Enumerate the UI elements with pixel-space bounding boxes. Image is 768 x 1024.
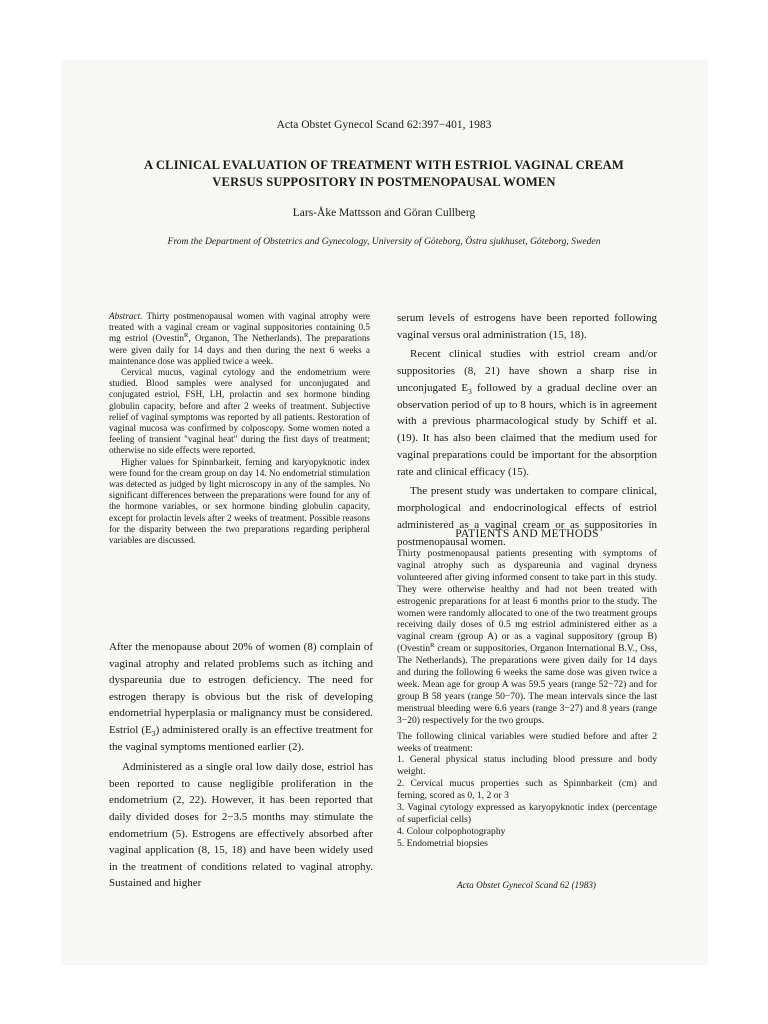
abstract-paragraph: Abstract. Thirty postmenopausal women with vaginal atrophy were treated with a vaginal cream or vaginal suppositories containing 0.5 mg estriol (Ovestin$^R$, Organon, The Netherlands). The preparations were given daily for 14 days and then during the next 6 weeks a maintenance dose was applied twice a week. [109,311,370,366]
abstract [109,311,370,546]
article-title [0,157,768,191]
page-footer: Acta Obstet Gynecol Scand 62 (1983) [456,880,596,890]
introduction-left-column [109,639,373,896]
abstract-paragraph: Higher values for Spinnbarkeit, ferning and karyopyknotic index were found for the cream group on day 14. No endometrial stimulation was detected as judged by light microscopy in any of the samples. No significant differences between the preparations were found for any of the hormone variables, or sex hormone binding globulin capacity, except for prolactin levels after 2 weeks of treatment. Possible reasons for the disparity between the two preparations regarding peripheral variables are discussed. [109,456,370,546]
body-paragraph: After the menopause about 20% of women (8) complain of vaginal atrophy and related problems such as itching and dyspareunia due to estrogen deficiency. The need for estrogen therapy is obvious but the risk of developing endometrial hyperplasia or malignancy must be considered. Estriol $(E_3)$ administered orally is an effective treatment for the vaginal symptoms mentioned earlier (2). [109,641,373,753]
section-heading: PATIENTS AND METHODS [455,528,599,540]
list-item: 5. Endometrial biopsies [397,837,488,849]
body-paragraph: Recent clinical studies with estriol cream and/or suppositories (8, 21) have shown a sharp rise in unconjugated $E_3$ followed by a gradual decline over an observation period of up to 8 hours, which is in agreement with a previous pharmacological study by Schiff et al. (19). It has also been claimed that the medium used for vaginal preparations could be important for the absorption rate and clinical efficacy (15). [397,347,657,479]
abstract-paragraph: Cervical mucus, vaginal cytology and the endometrium were studied. Blood samples were analysed for unconjugated and conjugated estriol, FSH, LH, prolactin and sex hormone binding globulin capacity, before and after 2 weeks of treatment. Subjective relief of vaginal symptoms was reported by all patients. Restoration of vaginal mucosa was confirmed by colposcopy. Some women noted a feeling of transient "vaginal heat" during the first days of treatment; otherwise no side effects were reported. [109,367,370,456]
title-line-2: VERSUS SUPPOSITORY IN POSTMENOPAUSAL WOMEN [212,175,556,189]
list-item: 2. Cervical mucus properties such as Spinnbarkeit (cm) and ferning, scored as 0, 1, 2 or 3 [397,778,657,802]
journal-header: Acta Obstet Gynecol Scand 62:397−401, 1983 [276,119,492,131]
list-item: 3. Vaginal cytology expressed as karyopyknotic index (percentage of superficial cells) [397,802,657,825]
methods-paragraph: The following clinical variables were studied before and after 2 weeks of treatment: [397,730,657,754]
body-paragraph: Administered as a single oral low daily dose, estriol has been reported to cause negligible proliferation in the endometrium (2, 22). However, it has been reported that daily divided doses for 2−3.5 months may stimulate the endometrium (5). Estrogens are effectively absorbed after vaginal application (8, 15, 18) and have been widely used in the treatment of conditions related to vaginal atrophy. Sustained and higher [109,761,373,890]
list-item: 4. Colour colpophotography [397,825,506,837]
affiliation: From the Department of Obstetrics and Gynecology, University of Göteborg, Östra sjukhuset, Göteborg, Sweden [167,236,601,247]
introduction-right-column [397,310,657,553]
methods-text [397,548,657,850]
clinical-variables-list [397,754,657,849]
list-item: 1. General physical status including blood pressure and body weight. [397,754,657,778]
body-paragraph: serum levels of estrogens have been reported following vaginal versus oral administration (15, 18). [397,312,657,341]
abstract-label: Abstract. [109,311,143,321]
methods-paragraph: Thirty postmenopausal patients presenting with symptoms of vaginal atrophy such as dyspareunia and vaginal dryness volunteered after giving informed consent to take part in this study. They were otherwise healthy and had not been treated with estrogenic preparations for at least 6 months prior to the study. The women were randomly allocated to one of the two treatment groups receiving daily doses of 0.5 mg estriol administered either as a vaginal cream (group A) or as a vaginal suppository (group B) (Ovestin$^R$ cream or suppositories, Organon International B.V., Oss, The Netherlands). The preparations were given daily for 14 days and during the following 6 weeks the same dose was given twice a week. Mean age for group A was 59.5 years (range 52−72) and for group B 58 years (range 50−70). The mean intervals since the last menstrual bleeding were 6.6 years (range 3−27) and 8 years (range 3−20) respectively for the two groups. [397,548,658,726]
title-line-1: A CLINICAL EVALUATION OF TREATMENT WITH ESTRIOL VAGINAL CREAM [144,158,624,172]
body-paragraph: The present study was undertaken to compare clinical, morphological and endocrinological effects of estriol administered as a vaginal cream or as suppositories in postmenopausal women. [397,485,657,548]
authors: Lars-Åke Mattsson and Göran Cullberg [292,207,476,219]
